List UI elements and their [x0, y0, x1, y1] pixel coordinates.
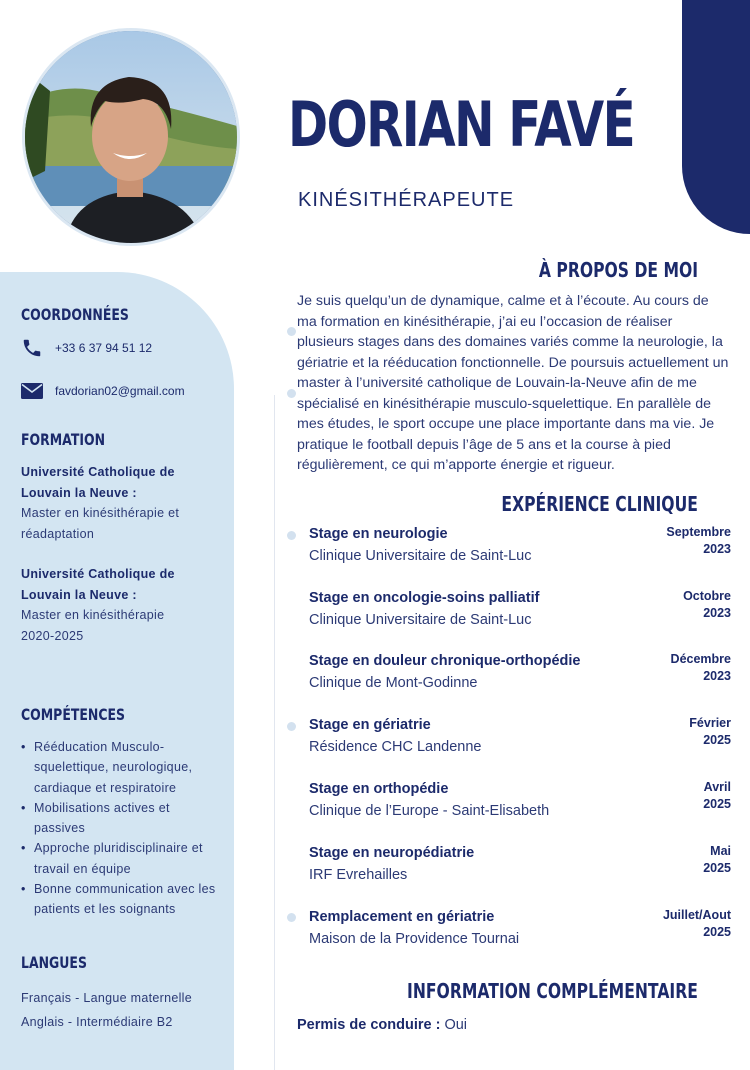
- experience-date: [689, 715, 731, 749]
- languages-heading: LANGUES: [21, 953, 87, 972]
- school-name: Université Catholique de: [21, 567, 175, 581]
- about-heading: À PROPOS DE MOI: [538, 258, 698, 282]
- date-period: Avril: [703, 780, 731, 794]
- profile-photo: [22, 28, 240, 246]
- license-value: Oui: [444, 1017, 468, 1033]
- envelope-icon: [21, 380, 43, 402]
- contact-heading: COORDONNÉES: [21, 305, 129, 324]
- portrait-illustration: [25, 31, 237, 243]
- experience-place: Résidence CHC Landenne: [309, 739, 482, 755]
- skills-list: [21, 737, 221, 920]
- education-item: [21, 462, 221, 544]
- language-item: Anglais - Intermédiaire B2: [21, 1015, 173, 1029]
- experience-place: IRF Evrehailles: [309, 867, 408, 883]
- timeline-dot: [287, 722, 296, 731]
- driving-license: [297, 1017, 467, 1033]
- skill-item: • Bonne communication avec les patients et les soignants: [21, 879, 221, 920]
- skill-item: • Approche pluridisciplinaire et travail en équipe: [21, 838, 221, 879]
- email-address: favdorian02@gmail.com: [55, 384, 185, 398]
- experience-date: [683, 588, 731, 622]
- date-period: Décembre: [670, 652, 731, 666]
- experience-date: [703, 843, 731, 877]
- experience-place: Maison de la Providence Tournai: [309, 931, 520, 947]
- experience-date: [703, 779, 731, 813]
- school-name-cont: Louvain la Neuve :: [21, 587, 137, 602]
- email-row[interactable]: [21, 380, 185, 402]
- date-period: Mai: [710, 844, 731, 858]
- date-year: 2025: [703, 733, 731, 747]
- date-year: 2025: [703, 861, 731, 875]
- experience-place: Clinique de l’Europe - Saint-Elisabeth: [309, 803, 550, 819]
- experience-item: [309, 590, 732, 634]
- degree-cont: réadaptation: [21, 526, 95, 541]
- job-title: KINÉSITHÉRAPEUTE: [298, 189, 515, 211]
- experience-title: Stage en orthopédie: [309, 781, 449, 797]
- date-year: 2025: [703, 797, 731, 811]
- degree-years: 2020-2025: [21, 628, 84, 643]
- date-period: Février: [689, 716, 731, 730]
- experience-title: Stage en oncologie-soins palliatif: [309, 590, 540, 606]
- experience-title: Stage en gériatrie: [309, 717, 431, 733]
- experience-date: [663, 907, 731, 941]
- experience-item: [309, 845, 732, 889]
- about-text: Je suis quelqu’un de dynamique, calme et à l’écoute. Au cours de ma formation en kinésithérapie, j’ai eu l’occasion de réaliser plusieurs stages dans des domaines variés comme la neurologie, la gériatrie et la rééducation fonctionnelle. De poursuis actuellement un master à l’université catholique de Louvain-la-Neuve afin de me spécialisé en kinésithérapie musculo-squelettique. En parallèle de mes études, le sport occupe une place importante dans ma vie. Je pratique le football depuis l’âge de 5 ans et la course à pied régulièrement, ce qui m’apporte énergie et rigueur.: [297, 293, 729, 473]
- experience-item: [309, 781, 732, 825]
- timeline-dot: [287, 531, 296, 540]
- timeline-line: [274, 395, 275, 1070]
- experience-item: [309, 526, 732, 570]
- timeline-dot: [287, 327, 296, 336]
- additional-heading: INFORMATION COMPLÉMENTAIRE: [407, 979, 698, 1003]
- experience-date: [671, 651, 731, 685]
- experience-title: Stage en neurologie: [309, 526, 448, 542]
- phone-row[interactable]: [21, 337, 152, 359]
- education-heading: FORMATION: [21, 430, 106, 449]
- date-year: 2023: [703, 606, 731, 620]
- corner-decoration: [682, 0, 750, 234]
- phone-number: +33 6 37 94 51 12: [55, 341, 153, 355]
- date-period: Juillet/Aout: [662, 908, 731, 922]
- experience-date: [666, 524, 731, 558]
- date-period: Octobre: [683, 589, 731, 603]
- license-label: Permis de conduire :: [297, 1017, 441, 1033]
- experience-title: Stage en douleur chronique-orthopédie: [309, 653, 581, 669]
- school-name: Université Catholique de: [21, 465, 175, 479]
- experience-title: Remplacement en gériatrie: [309, 909, 495, 925]
- experience-place: Clinique Universitaire de Saint-Luc: [309, 612, 532, 628]
- degree: Master en kinésithérapie: [21, 608, 165, 622]
- date-year: 2023: [703, 669, 731, 683]
- experience-heading: EXPÉRIENCE CLINIQUE: [501, 492, 698, 516]
- experience-item: [309, 717, 732, 761]
- timeline-dot: [287, 913, 296, 922]
- timeline-dot: [287, 389, 296, 398]
- experience-item: [309, 909, 732, 953]
- skills-heading: COMPÉTENCES: [21, 705, 126, 724]
- experience-place: Clinique Universitaire de Saint-Luc: [309, 548, 532, 564]
- school-name-cont: Louvain la Neuve :: [21, 485, 137, 500]
- skill-item: • Rééducation Musculo-squelettique, neurologique, cardiaque et respiratoire: [21, 737, 221, 798]
- education-item: [21, 564, 221, 646]
- date-year: 2025: [703, 925, 731, 939]
- date-period: Septembre: [666, 525, 731, 539]
- phone-icon: [21, 337, 43, 359]
- date-year: 2023: [703, 542, 731, 556]
- language-item: Français - Langue maternelle: [21, 991, 192, 1005]
- experience-title: Stage en neuropédiatrie: [309, 845, 475, 861]
- skill-item: • Mobilisations actives et passives: [21, 798, 221, 839]
- candidate-name: DORIAN FAVÉ: [288, 88, 635, 161]
- experience-item: [309, 653, 732, 697]
- degree: Master en kinésithérapie et: [21, 506, 180, 520]
- experience-place: Clinique de Mont-Godinne: [309, 675, 478, 691]
